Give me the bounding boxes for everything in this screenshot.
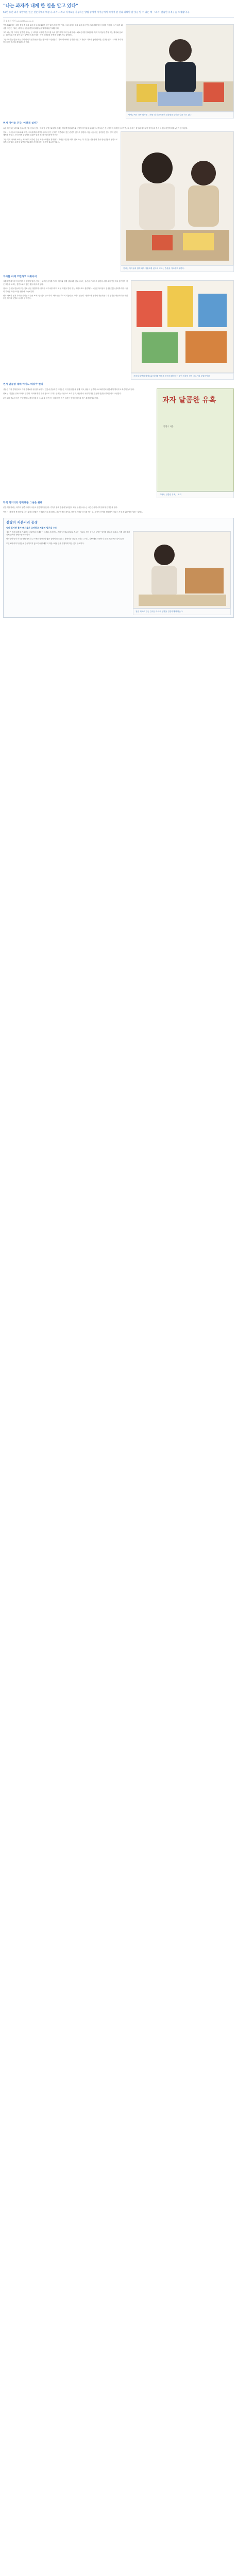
sidebar-box [3, 518, 234, 618]
sidebar-photo-caption: 천연 재료로 만든 간식은 아이의 입맛을 건강하게 바꿔준다. [133, 608, 231, 615]
section-paragraph: 집에서 간식을 만들어 주는 것도 좋은 방법이다. 감자나 고구마를 찌고, 제철 과일을 깎아 주는 것만으로도 충분하다. 처음엔 아이들이 심심한 맛을 싫어하지만 시간이 지나면 자연스러운 단맛에 익숙해진다. [3, 287, 128, 293]
section-paragraph: 좋은 먹을거리는 아이의 몸뿐 아니라 마음도 건강하게 만든다. 가족이 함께 밥상에 둘러앉아 제철 음식을 나누는 시간은 아이에게 정서적 안정감을 준다. [3, 506, 118, 509]
section-heading: 먼저 달콤함 대해 아이도 배워야 한다 [3, 383, 43, 386]
intro-paragraph: 그는 "과자는 맛을 파는 것이 아니라 첨가물을 파는 것"이라고 단언한다. 과자 회사에서 일하던 시절 그 자신도 과자를 좋아했지만, 건강을 잃고 나서야 과자가 몸에 남긴 흔적을 깨달았다고 한다. [3, 38, 123, 44]
book-wrap [157, 388, 234, 498]
section1-row [3, 131, 234, 272]
sidebar-paragraph: 아이들이 즐겨 마시는 탄산음료와 주스에는 생각보다 많은 설탕이 들어 있다. 집에서는 과일을 그대로 주거나, 설탕 대신 조청이나 꿀을 조금 쓰는 것이 좋다. [6, 538, 124, 540]
book-title: 과자 달콤한 유혹 [162, 396, 216, 404]
photo3-caption: 포장지 뒷면의 원재료와 첨가물 목록을 꼼꼼히 확인하는 것이 건강한 간식 고르기의 첫걸음이다. [131, 373, 234, 380]
intro-text [3, 24, 123, 118]
sidebar-text [6, 531, 130, 615]
section1-text [3, 131, 117, 272]
snacks-photo [131, 280, 234, 373]
sidebar-subtitle: 엄마 표가면 불가 빼서울은 고마하고 저별비 담근을 수도 [6, 527, 57, 530]
section-heading: 현재 아이들 건강, 어떻게 설까? [3, 122, 38, 125]
portrait-photo-image [126, 25, 234, 112]
sidebar-paragraph: 설탕은 정제 과정을 거치면서 비타민과 미네랄이 대부분 사라진다. 흔히 '빈 칼로리'라고 부르는 이유다. 몸에 들어온 설탕은 혈당을 빠르게 올리고, 이를 처리하기 위해 몸속의 영양소를 소모한다. [6, 531, 130, 536]
byline: 글 김소희 기자 sohee@hani.co.kr [3, 20, 34, 23]
section-paragraph: 설탕은 가장 흔하면서도 가장 경계해야 할 첨가물이다. 단맛에 길들여진 아이들은 더 강한 단맛을 찾게 되고, 혈당이 급격히 오르내리면서 집중력이 떨어지고 짜증이 늘어난다. [3, 388, 135, 391]
intro-row [3, 24, 234, 118]
sidebar-row [6, 531, 231, 615]
photo1-wrap [126, 24, 234, 118]
section-paragraph: 무엇보다 중요한 것은 꾸준함이다. 하루아침에 식습관을 바꾸기는 어렵지만, 작은 실천이 쌓이면 아이의 몸은 분명히 달라진다. [3, 397, 99, 399]
section-paragraph: 요즘 아이들은 과자와 음료수를 입에 달고 산다. 학교 앞 문방구와 편의점에는 형형색색의 과자와 사탕이 아이들을 유혹한다. 부모들은 간식이라며 과자를 사주지만, 그 속에 든 설탕과 첨가물이 아이들의 몸과 마음을 어떻게 바꿔놓는지 잘 모른다. [3, 127, 188, 129]
sidebar-photo-image [133, 532, 231, 608]
portrait-photo [126, 24, 234, 112]
photo1-caption: 안병수씨는 과자 회사를 그만둔 뒤 가공식품의 위험성을 알리는 일을 하고 있다. [126, 112, 234, 118]
sidebar-photo [133, 531, 231, 608]
book-cover [157, 388, 234, 492]
section-paragraph: 안씨는 "단맛은 중독"이라고 말한다. 아이에게 단 것을 상으로 주거나 달래는 수단으로 쓰지 말고, 과일이나 곡물이 가진 본연의 단맛을 알려주라고 조언한다. [3, 393, 122, 395]
section2-row [3, 280, 234, 380]
section-paragraph: 그는 특히 과자에 쓰이는 쇼트닝과 마가린 같은 트랜스지방을 경계한다. 바삭한 식감을 내기 위해 쓰는 이 기름은 심장병과 각종 만성질환의 원인으로 지목되고 있다. 포장지 뒷면의 성분표를 꼼꼼히 읽는 습관이 필요한 이유다. [3, 138, 117, 144]
article-header [3, 0, 234, 22]
headline: "나는 과자가 내게 한 일을 알고 있다" [3, 4, 78, 9]
section-paragraph: 안씨는 "과자 한 봉지를 덜 사는 것에서 변화가 시작된다"고 강조한다. 가공식품을 줄이고 자연에 가까운 음식을 먹는 일, 그것이 아이를 행복하게 키우는 가장 확실한 방법이라는 것이다. [3, 511, 143, 513]
kitchen-photo [121, 131, 234, 265]
divider [3, 17, 234, 18]
sidebar-photo-wrap [133, 531, 231, 615]
section-paragraph: 엄마 아빠가 먼저 과자를 줄이는 모습을 보여주는 것도 중요하다. 아이들은 부모의 식습관을 그대로 닮는다. 냉장고와 찬장에 가공식품 대신 건강한 먹을거리를 채워두면 아이의 입맛도 서서히 달라진다. [3, 295, 128, 300]
section-heading: 학력 먹거리와 행복해를 그냥은 위해 [3, 501, 43, 504]
intro-paragraph: 안병수(49세)는 대학 졸업 후 과자 회사에 입사해 17년 동안 일한 과자 전문가다. 국내 굴지의 과자 회사에서 연구원과 기획 담당 임원을 지냈다. 그가 과자 회사를 그만둔 이유는 과자 속 식품첨가물의 위험성을 알게 되었기 때문이다. [3, 24, 123, 29]
book-caption: 『과자, 달콤한 유혹』 표지 [157, 492, 234, 498]
section3-text [3, 388, 154, 498]
lead-text: 50년 동안 과자 제암해온 일본 전문가에게 배운다. 과자 그리고 식재료를 가공하는 방법 중에서 아이들에게 먹여야 할 것과 피해야 할 것을 알 수 있는 책 『과자, 달콤한 유혹』을 소개합니다. [3, 11, 190, 14]
photo3-wrap [131, 280, 234, 380]
sidebar-paragraph: 무엇보다 아이가 단맛에 길들여지지 않도록 어릴 때부터 자연스러운 맛을 경험하게 하는 것이 중요하다. [6, 542, 84, 545]
snacks-photo-image [131, 281, 234, 373]
intro-paragraph: 그가 펴낸 책 『과자, 달콤한 유혹』은 과자를 비롯한 가공식품 속의 첨가물이 우리 몸에 얼마나 해로운지를 알려준다. 특히 아이들이 즐겨 먹는 과자와 음료수, 패스트푸드에 숨어 있는 설탕과 트랜스지방, 각종 첨가물의 문제를 구체적으로 설명한다. [3, 31, 123, 37]
section-heading: 과자를 비해 고민하고 지워야지 [3, 276, 37, 279]
section-paragraph: 그렇다면 과자를 아예 먹이지 말아야 할까. 안씨는 무조건 금지하기보다 아이와 함께 성분표를 읽고 고르는 습관을 기르라고 권한다. 원재료가 단순하고 첨가물이 적은 제품을 고르는 것만으로도 많은 것을 바꿀 수 있다. [3, 280, 128, 285]
section2-text [3, 280, 128, 380]
sidebar-title: 설탕의 저분거리 공정 [6, 520, 38, 525]
section3-row [3, 388, 234, 498]
book-subtitle: 안병수 지음 [163, 425, 174, 428]
kitchen-photo-image [121, 132, 234, 265]
section-paragraph: 안씨는 아이들의 아토피와 비만, 주의력결핍 과잉행동장애 같은 문제가 식습관과 깊은 관련이 있다고 말한다. 가공식품에 든 첨가물은 몸에 쌓여 면역 체계를 흔들고, 단 음식에 길들여진 입맛은 밥과 채소를 멀리하게 만든다. [3, 131, 117, 137]
photo2-caption: 안씨는 아이들과 함께 과자 성분표를 읽으며 고르는 습관을 기르라고 권한다. [121, 265, 234, 272]
photo2-wrap [121, 131, 234, 272]
